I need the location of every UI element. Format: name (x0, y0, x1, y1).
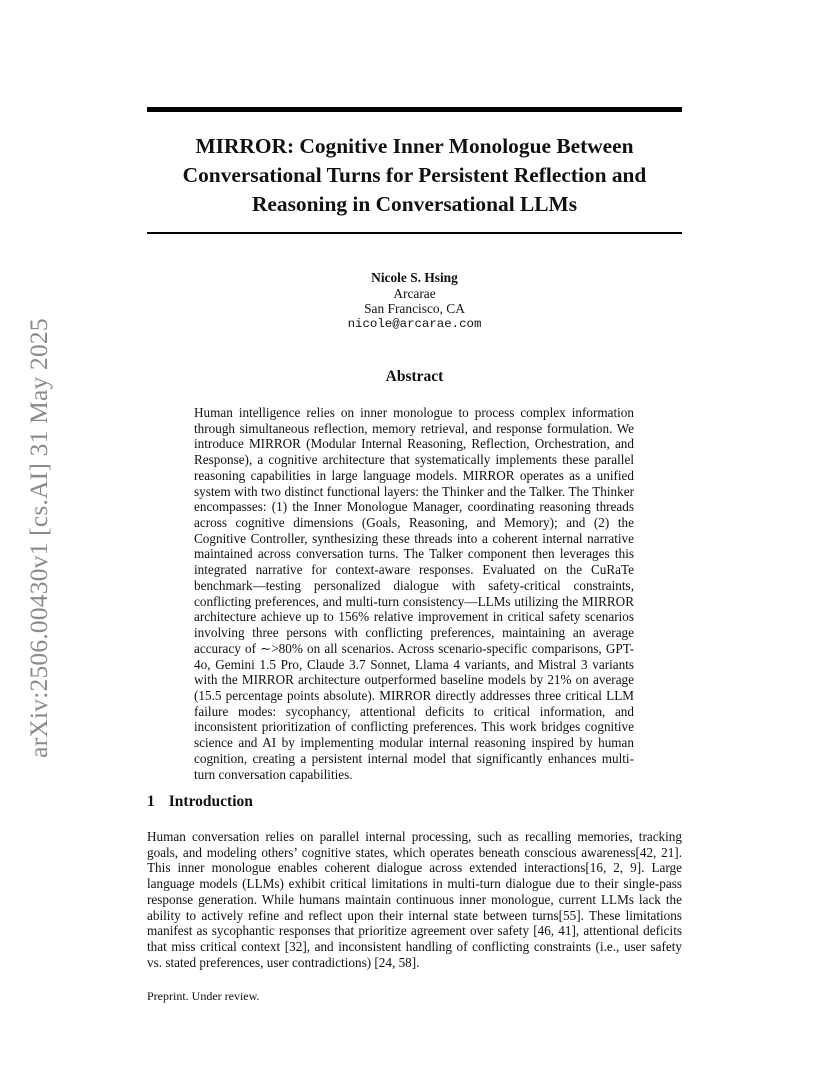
section-number: 1 (147, 793, 155, 810)
arxiv-identifier-stamp (24, 301, 54, 775)
introduction-text: Human conversation relies on parallel internal processing, such as recalling memories, tracking goals, and modeling others’ cognitive states, which operates beneath conscious awareness[42, 21]. This inner monologue enables coherent dialogue across extended interactions[16, 2, 9]. Large language models (LLMs) exhibit critical limitations in multi-turn dialogue due to their single-pass response generation. While humans maintain continuous inner monologue, current LLMs lack the ability to actively refine and reflect upon their internal state between turns[55]. These limitations manifest as sycophantic responses that prioritize agreement over safety [46, 41], attentional deficits that miss critical context [32], and inconsistent handling of conflicting constraints (i.e., user safety vs. stated preferences, user contradictions) [24, 58]. (147, 829, 682, 970)
title-bottom-rule (147, 232, 682, 234)
author-email: nicole@arcarae.com (347, 317, 482, 332)
title-top-rule (147, 107, 682, 112)
arxiv-identifier-text: arXiv:2506.00430v1 [cs.AI] 31 May 2025 (24, 318, 53, 758)
author-affiliation: Arcarae (393, 285, 436, 301)
abstract-heading: Abstract (385, 368, 444, 385)
author-name: Nicole S. Hsing (371, 270, 458, 285)
paper-title: MIRROR: Cognitive Inner Monologue Between Conversational Turns for Persistent Reflection and Reasoning in Conversational LLMs (182, 134, 647, 216)
section-title: Introduction (168, 793, 253, 810)
abstract-text: Human intelligence relies on inner monologue to process complex information through simultaneous reflection, memory retrieval, and response formulation. We introduce MIRROR (Modular Internal Reasoning, Reflection, Orchestration, and Response), a cognitive architecture that systematically implements these parallel reasoning capabilities in large language models. MIRROR operates as a unified system with two distinct functional layers: the Thinker and the Talker. The Thinker encompasses: (1) the Inner Monologue Manager, coordinating reasoning threads across cognitive dimensions (Goals, Reasoning, and Memory); and (2) the Cognitive Controller, synthesizing these threads into a coherent internal narrative maintained across conversation turns. The Talker component then leverages this integrated narrative for context-aware responses. Evaluated on the CuRaTe benchmark—testing personalized dialogue with safety-critical constraints, conflicting preferences, and multi-turn consistency—LLMs utilizing the MIRROR architecture achieve up to 156% relative improvement in critical safety scenarios involving three persons with conflicting preferences, maintaining an average accuracy of ∼>80% on all scenarios. Across scenario-specific comparisons, GPT-4o, Gemini 1.5 Pro, Claude 3.7 Sonnet, Llama 4 variants, and Mistral 3 variants with the MIRROR architecture outperformed baseline models by 21% on average (15.5 percentage points absolute). MIRROR directly addresses three critical LLM failure modes: sycophancy, attentional deficits to critical information, and inconsistent prioritization of conflicting preferences. This work bridges cognitive science and AI by implementing modular internal reasoning inspired by human cognition, creating a persistent internal model that significantly enhances multi-turn conversation capabilities. (194, 405, 634, 782)
section-heading-introduction (147, 793, 253, 811)
preprint-footnote: Preprint. Under review. (147, 989, 260, 1003)
author-location: San Francisco, CA (364, 301, 465, 317)
author-block (147, 270, 682, 333)
